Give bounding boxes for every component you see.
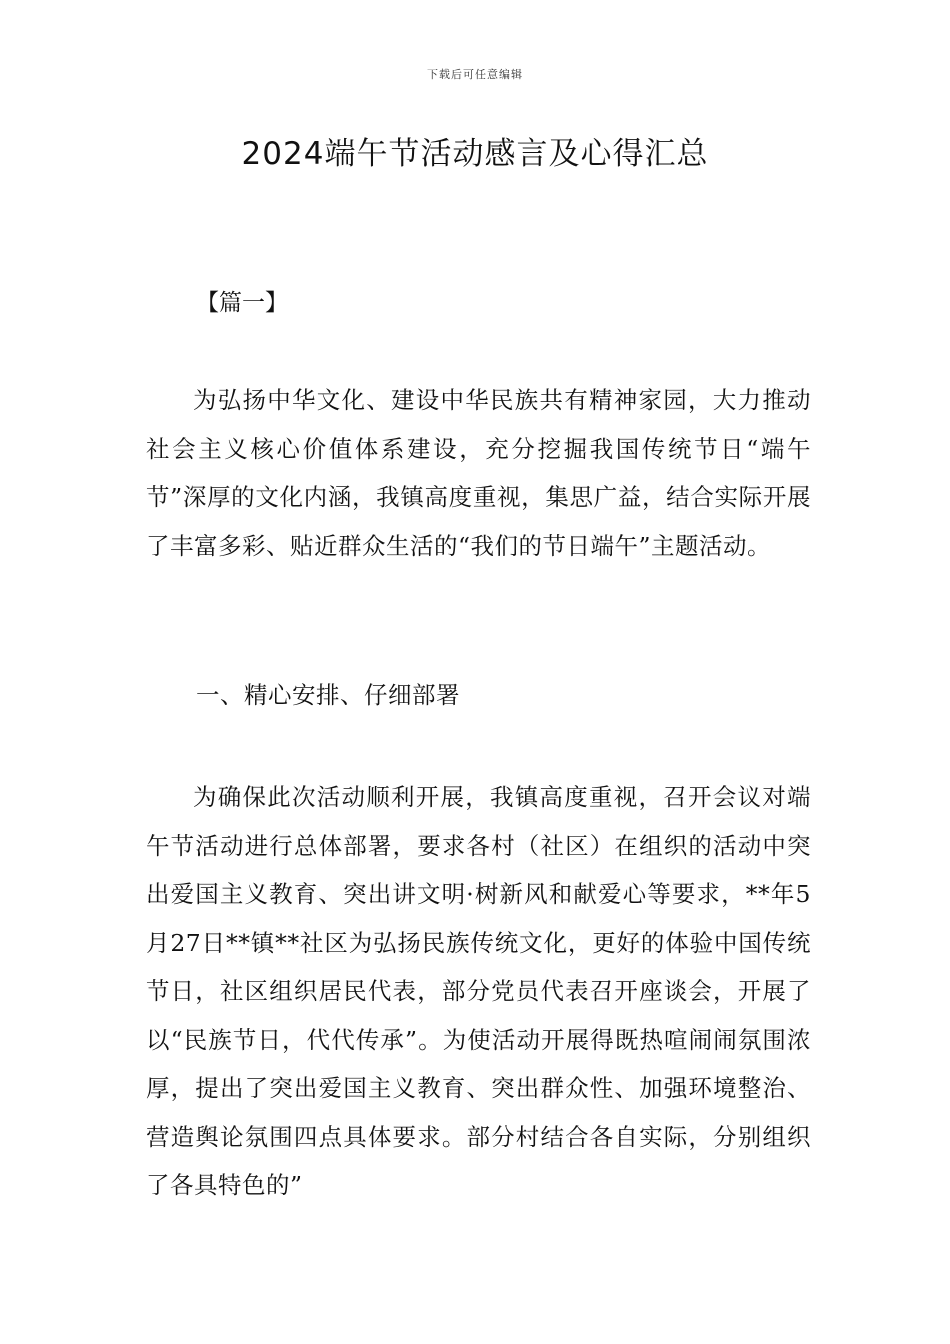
header-note: 下载后可任意编辑 xyxy=(427,68,523,81)
section-heading: 一、精心安排、仔细部署 xyxy=(196,681,460,709)
paragraph-body: 为确保此次活动顺利开展，我镇高度重视，召开会议对端午节活动进行总体部署，要求各村（社区）在组织的活动中突出爱国主义教育、突出讲文明·树新风和献爱心等要求，**年5月27日**镇**社区为弘扬民族传统文化，更好的体验中国传统节日，社区组织居民代表，部分党员代表召开座谈会，开展了以“民族节日，代代传承”。为使活动开展得既热喧闹闹氛围浓厚，提出了突出爱国主义教育、突出群众性、加强环境整治、营造舆论氛围四点具体要求。部分村结合各自实际，分别组织了各具特色的” xyxy=(146,783,811,1199)
document-title: 2024端午节活动感言及心得汇总 xyxy=(241,136,709,172)
paragraph-intro: 为弘扬中华文化、建设中华民族共有精神家园，大力推动社会主义核心价值体系建设，充分挖掘我国传统节日“端午节”深厚的文化内涵，我镇高度重视，集思广益，结合实际开展了丰富多彩、贴近群众生活的“我们的节日端午”主题活动。 xyxy=(146,386,811,560)
section-tag: 【篇一】 xyxy=(196,290,288,316)
